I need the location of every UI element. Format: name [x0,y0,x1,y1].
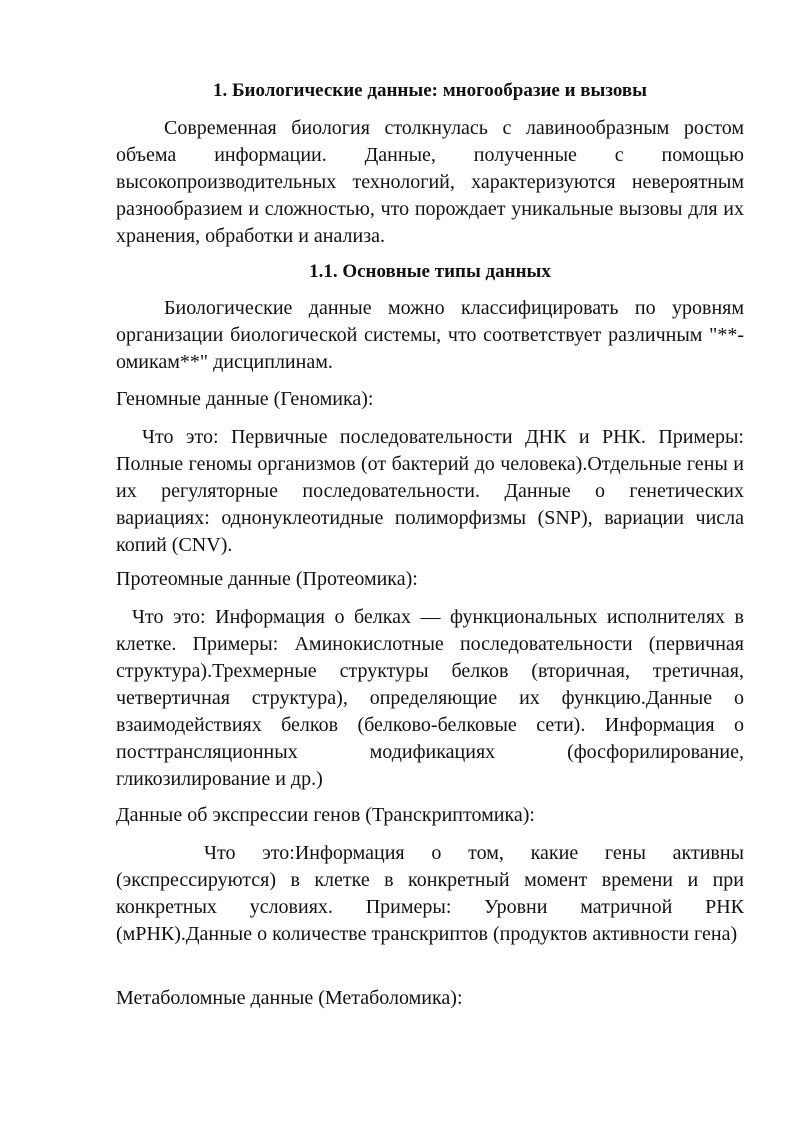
proteomics-paragraph: Что это: Информация о белках — функциональных исполнителях в клетке. Примеры: Аминокислотные последовательности (первичная структура).Трехмерные структуры белков (вторичная, третичная, четвертичная структура), определяющие их функцию.Данные о взаимодействиях белков (белково-белковые сети). Информация о посттрансляционных модификациях (фосфорилирование, гликозилирование и др.) [116,606,744,790]
genomics-paragraph: Что это: Первичные последовательности ДНК и РНК. Примеры: Полные геномы организмов (от бактерий до человека).Отдельные гены и их регуляторные последовательности. Данные о генетических вариациях: однонуклеотидные полиморфизмы (SNP), вариации числа копий (CNV). [116,426,744,556]
section-title: 1. Биологические данные: многообразие и вызовы [212,80,648,101]
metabolomics-heading: Метаболомные данные (Метаболомика): [116,987,463,1009]
subsection-title: 1.1. Основные типы данных [309,261,551,282]
transcriptomics-paragraph: Что это:Информация о том, какие гены активны (экспрессируются) в клетке в конкретный момент времени и при конкретных условиях. Примеры: Уровни матричной РНК (мРНК).Данные о количестве транскриптов (продуктов активности гена) [116,842,744,945]
transcriptomics-heading: Данные об экспрессии генов (Транскриптомика): [116,804,535,826]
section-intro-paragraph: Современная биология столкнулась с лавинообразным ростом объема информации. Данные, полученные с помощью высокопроизводительных технологий, характеризуются невероятным разнообразием и сложностью, что порождает уникальные вызовы для их хранения, обработки и анализа. [116,117,744,247]
proteomics-heading: Протеомные данные (Протеомика): [116,568,418,590]
genomics-heading: Геномные данные (Геномика): [116,388,374,410]
subsection-intro-paragraph: Биологические данные можно классифицировать по уровням организации биологической системы, что соответствует различным "**-омикам**" дисциплинам. [116,297,744,373]
